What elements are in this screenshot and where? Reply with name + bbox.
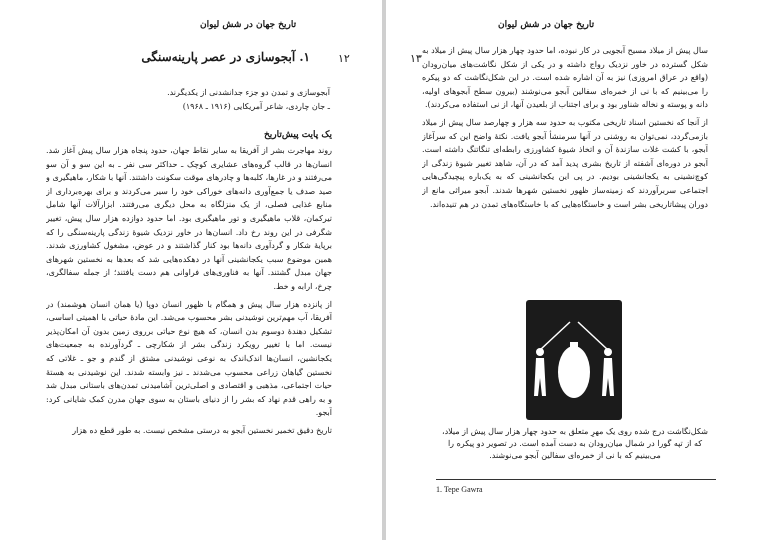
chapter-title: ۱. آبجوسازی در عصر پارینه‌سنگی [141, 50, 310, 64]
figure-left-head [536, 348, 544, 356]
footnote: 1. Tepe Gawra [436, 485, 483, 494]
paragraph: از آنجا که نخستین اسناد تاریخی مکتوب به حدود سه هزار و چهارصد سال پیش از میلاد بازمی‌گردد، نمی‌توان به روشنی در آنها سرمنشأ آبجو یافت. نکتهٔ واضح این که سرآغاز آبجو، با کشت غلات سازندهٔ آن و اتخاذ شیوهٔ کشاورزی رابطه‌ای تنگاتنگ داشته است. آبجو در دوره‌ای آشفته از تاریخ بشری پدید آمد که در آن، شاهد تغییر شیوهٔ زندگی از کوچ‌نشینی به یکجانشینی بودیم. در پی این یکجانشینی که به یک‌باره پیچیدگی‌هایی اجتماعی سربرآوردند که زمینه‌ساز ظهور نخستین شهرها شدند. آبجو میراثی مانع از دوران پیشاتاریخی بشر است و خاستگاه‌هایی که با خاستگاه‌های تمدن در هم تنیده‌اند. [422, 117, 708, 209]
seal-drawing [526, 300, 622, 420]
epigraph [60, 86, 330, 114]
body-text [422, 44, 708, 268]
running-head: تاریخ جهان در شش لیوان [498, 20, 595, 30]
footnote-rule [436, 479, 716, 480]
figure-right-head [604, 348, 612, 356]
figure-left-body [534, 358, 546, 396]
left-page [0, 0, 382, 540]
straw-right [578, 322, 608, 350]
paragraph: از پانزده هزار سال پیش و همگام با ظهور انسان دوپا (یا همان انسان هوشمند) در آفریقا، آب مهم‌ترین نوشیدنی بشر محسوب می‌شد. این مادهٔ حیاتی با اهمیتی اساسی، تشکیل دهندهٔ دوسوم بدن انسان، که هیچ نوع حیاتی برروی زمین بدون آن امکان‌پذیر نیست. اما با تغییر رویکرد زندگی بشر از شکارچی ـ گردآورنده به جمعیت‌های یکجانشین، انسان‌ها اندک‌اندک به نوعی نوشیدنی مشتق از گندم و جو ـ غلاتی که نخستین گیاهان زراعی محسوب می‌شدند ـ نیز وابسته شدند. این نوشیدنی به هستهٔ حیات اجتماعی، مذهبی و اقتصادی و اصلی‌ترین آشامیدنی تمدن‌های باستانی مبدل شد و به راهی قدم نهاد که بشر را از دنیای باستان به سوی جهان مدرن کمک شایانی کرد: آبجو. [46, 299, 332, 418]
jar-shape [558, 346, 590, 398]
running-head: تاریخ جهان در شش لیوان [200, 20, 297, 30]
page-number: ۱۳ [410, 52, 422, 65]
seal-illustration [526, 300, 622, 420]
section-heading: یک پایت پیش‌تاریخ [263, 130, 332, 140]
jar-neck [570, 342, 578, 348]
page-number: ۱۲ [338, 52, 350, 65]
straw-left [540, 322, 570, 350]
epigraph-attribution: ـ جان چاردی، شاعر آمریکایی (۱۹۱۶ ـ ۱۹۶۸) [182, 102, 330, 111]
figure-caption: شکل‌نگاشت درج شده روی یک مهرِ متعلق به حدود چهار هزار سال پیش از میلاد، که از تپه گورا در شمال میان‌رودان به دست آمده است. در تصویر دو پیکره را می‌بینیم که با نی از خمره‌ای سفالین آبجو می‌نوشند. [442, 427, 708, 460]
figure-right-body [602, 358, 614, 396]
right-page [386, 0, 768, 540]
paragraph: تاریخ دقیق تخمیر نخستین آبجو به درستی مشخص نیست. به طور قطع ده هزار [72, 425, 332, 435]
paragraph: سال پیش از میلاد مسیح آبجویی در کار نبوده، اما حدود چهار هزار سال پیش از میلاد به شکل گسترده در خاور نزدیک رواج داشته و در یکی از شکل نگاشت‌های میان‌رودان (واقع در عراق امروزی) نیز به آن اشاره شده است. در این شکل‌نگاشت که دو پیکره را می‌بینیم که با نی از خمره‌ای سفالین آبجو می‌نوشند (بیرون سطح آبجوهای اولیه، دانه و پوسته و نخاله شناور بود و برای اجتناب از بلعیدن آنها، از نی استفاده می‌کردند). [422, 46, 708, 110]
epigraph-quote: آبجوسازی و تمدن دو جزء جدانشدنی از یکدیگرند. [167, 88, 330, 97]
body-text [46, 144, 332, 464]
paragraph: روند مهاجرت بشر از آفریقا به سایر نقاط جهان، حدود پنجاه هزار سال پیش آغاز شد. انسان‌ها در قالب گروه‌های عشایری کوچک ـ حداکثر سی نفر ـ به این سو و آن سو می‌رفتند و در غارها، کلبه‌ها و چادرهای موقت سکونت داشتند. آنها با شکار، ماهیگیری و صید صدف یا جمع‌آوری دانه‌های خوراکی خود را سیر می‌کردند و برای بهره‌برداری از منابع غذایی فصلی، از یک منزلگاه به محل دیگری می‌رفتند. ابزارآلات آنها شامل تیرکمان، قلاب ماهیگیری و تور ماهیگیری بود. اما حدود دوازده هزار سال پیش، تغییر شگرفی در این روند رخ داد. انسان‌ها در خاور نزدیک شیوهٔ زندگی پارینه‌سنگی را که برپایهٔ شکار و گردآوری دانه‌ها بود کنار گذاشتند و در عوض، مشغول کشاورزی شدند. همین موضوع سبب یکجانشینی آنها در دهکده‌هایی شد که بعدها به نخستین شهرهای جهان مبدل گشتند. آنها به فناوری‌های فراوانی هم دست یافتند؛ از جمله سفالگری، چرخ، ارابه و خط. [46, 146, 332, 291]
